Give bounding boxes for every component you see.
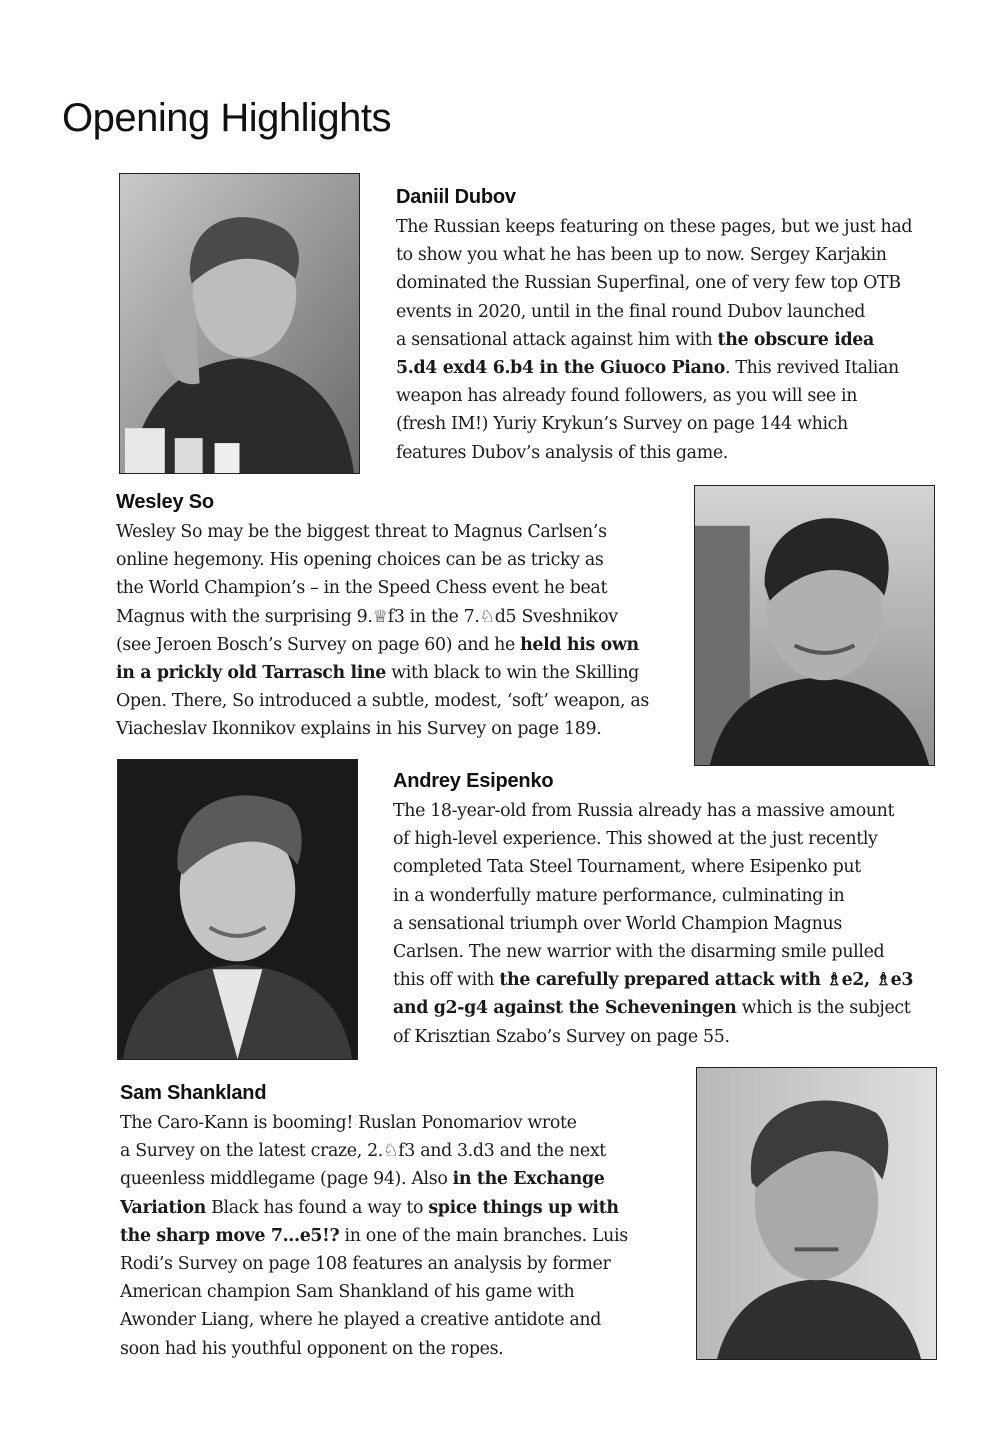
body-text: Rodi’s Survey on page 108 features an analysis by former: [120, 1254, 611, 1275]
body-text: Carlsen. The new warrior with the disarming smile pulled: [393, 942, 885, 963]
body-text: in a wonderfully mature performance, culminating in: [393, 885, 845, 906]
body-text: online hegemony. His opening choices can be as tricky as: [116, 550, 604, 571]
body-text: features Dubov’s analysis of this game.: [396, 442, 728, 463]
section-name: Wesley So: [116, 491, 214, 513]
body-line: [396, 326, 956, 354]
bold-text: 5.d4 exd4 6.b4 in the Giuoco Piano: [396, 358, 726, 379]
body-line: [396, 439, 956, 467]
dubov-photo: [119, 173, 360, 474]
body-text: American champion Sam Shankland of his game with: [120, 1282, 575, 1303]
body-line: [393, 882, 963, 910]
section-name: Sam Shankland: [120, 1082, 267, 1104]
body-line: [116, 574, 686, 602]
bold-text: and g2-g4 against the Scheveningen: [393, 998, 737, 1019]
section-name: Daniil Dubov: [396, 186, 516, 208]
body-text: of Krisztian Szabo’s Survey on page 55.: [393, 1026, 730, 1047]
body-line: [116, 715, 686, 743]
body-text: this off with: [393, 970, 500, 991]
body-line: [393, 1023, 963, 1051]
portrait-photo-icon: [118, 760, 357, 1059]
body-text: with black to win the Skilling: [386, 663, 639, 684]
body-text: (see Jeroen Bosch’s Survey on page 60) and he: [116, 634, 521, 655]
body-text: to show you what he has been up to now. Sergey Karjakin: [396, 245, 887, 266]
body-text: (fresh IM!) Yuriy Krykun’s Survey on page 144 which: [396, 414, 848, 435]
bold-text: the carefully prepared attack with ♗e2, ♗e3: [499, 970, 914, 991]
body-text: Viacheslav Ikonnikov explains in his Survey on page 189.: [116, 719, 602, 740]
body-line: [120, 1250, 690, 1278]
body-text: The Caro-Kann is booming! Ruslan Ponomariov wrote: [120, 1113, 577, 1133]
body-text: The Russian keeps featuring on these pages, but we just had: [396, 217, 913, 237]
body-line: [120, 1194, 690, 1222]
bold-text: in the Exchange: [452, 1169, 605, 1190]
section-dubov: [396, 186, 956, 467]
shankland-photo: [696, 1067, 937, 1360]
esipenko-photo: [117, 759, 358, 1060]
body-text: The 18-year-old from Russia already has a massive amount: [393, 801, 895, 821]
bold-text: Variation: [120, 1197, 206, 1218]
section-body: [396, 213, 956, 467]
body-text: of high-level experience. This showed at the just recently: [393, 829, 878, 850]
body-text: a Survey on the latest craze, 2.♘f3 and 3.d3 and the next: [120, 1141, 606, 1162]
body-line: [120, 1335, 690, 1363]
body-line: [116, 603, 686, 631]
body-line: [396, 269, 956, 297]
body-text: Magnus with the surprising 9.♕f3 in the 7.♘d5 Sveshnikov: [116, 606, 618, 627]
portrait-photo-icon: [697, 1068, 936, 1359]
body-text: the World Champion’s – in the Speed Chess event he beat: [116, 578, 608, 599]
page-title: Opening Highlights: [62, 96, 391, 140]
portrait-photo-icon: [695, 486, 934, 765]
body-text: queenless middlegame (page 94). Also: [120, 1169, 453, 1190]
bold-text: the obscure idea: [717, 329, 874, 350]
section-shankland: [120, 1082, 690, 1363]
body-text: . This revived Italian: [725, 358, 899, 379]
body-line: [396, 382, 956, 410]
section-body: [393, 797, 963, 1051]
bold-text: the sharp move 7...e5!?: [120, 1225, 340, 1246]
body-line: [116, 659, 686, 687]
body-line: [116, 518, 686, 546]
body-text: soon had his youthful opponent on the ropes.: [120, 1338, 504, 1359]
body-text: in one of the main branches. Luis: [339, 1225, 628, 1246]
body-text: which is the subject: [736, 998, 911, 1019]
body-text: a sensational attack against him with: [396, 329, 718, 350]
body-line: [120, 1278, 690, 1306]
section-name: Andrey Esipenko: [393, 770, 554, 792]
body-text: Awonder Liang, where he played a creative antidote and: [120, 1310, 601, 1331]
body-text: completed Tata Steel Tournament, where Esipenko put: [393, 857, 861, 878]
body-text: weapon has already found followers, as you will see in: [396, 386, 858, 407]
section-body: [116, 518, 686, 744]
body-line: [120, 1165, 690, 1193]
body-line: [393, 938, 963, 966]
body-line: [116, 631, 686, 659]
body-line: [120, 1109, 690, 1137]
body-line: [396, 354, 956, 382]
bold-text: in a prickly old Tarrasch line: [116, 663, 387, 684]
body-line: [396, 410, 956, 438]
body-line: [393, 853, 963, 881]
body-line: [396, 298, 956, 326]
body-line: [116, 546, 686, 574]
portrait-photo-icon: [120, 174, 359, 473]
body-line: [393, 797, 963, 825]
body-line: [393, 825, 963, 853]
body-text: Black has found a way to: [205, 1197, 429, 1218]
body-line: [396, 241, 956, 269]
body-text: events in 2020, until in the final round Dubov launched: [396, 301, 866, 322]
body-text: a sensational triumph over World Champion Magnus: [393, 913, 842, 934]
body-line: [120, 1137, 690, 1165]
section-body: [120, 1109, 690, 1363]
body-text: Wesley So may be the biggest threat to Magnus Carlsen’s: [116, 522, 607, 542]
body-line: [120, 1306, 690, 1334]
bold-text: held his own: [520, 634, 639, 655]
bold-text: spice things up with: [428, 1197, 619, 1218]
section-so: [116, 491, 686, 744]
body-line: [393, 994, 963, 1022]
section-esipenko: [393, 770, 963, 1051]
body-line: [393, 910, 963, 938]
body-text: dominated the Russian Superfinal, one of very few top OTB: [396, 273, 901, 294]
body-line: [116, 687, 686, 715]
body-text: Open. There, So introduced a subtle, modest, ‘soft’ weapon, as: [116, 691, 649, 712]
body-line: [120, 1222, 690, 1250]
body-line: [393, 966, 963, 994]
so-photo: [694, 485, 935, 766]
body-line: [396, 213, 956, 241]
